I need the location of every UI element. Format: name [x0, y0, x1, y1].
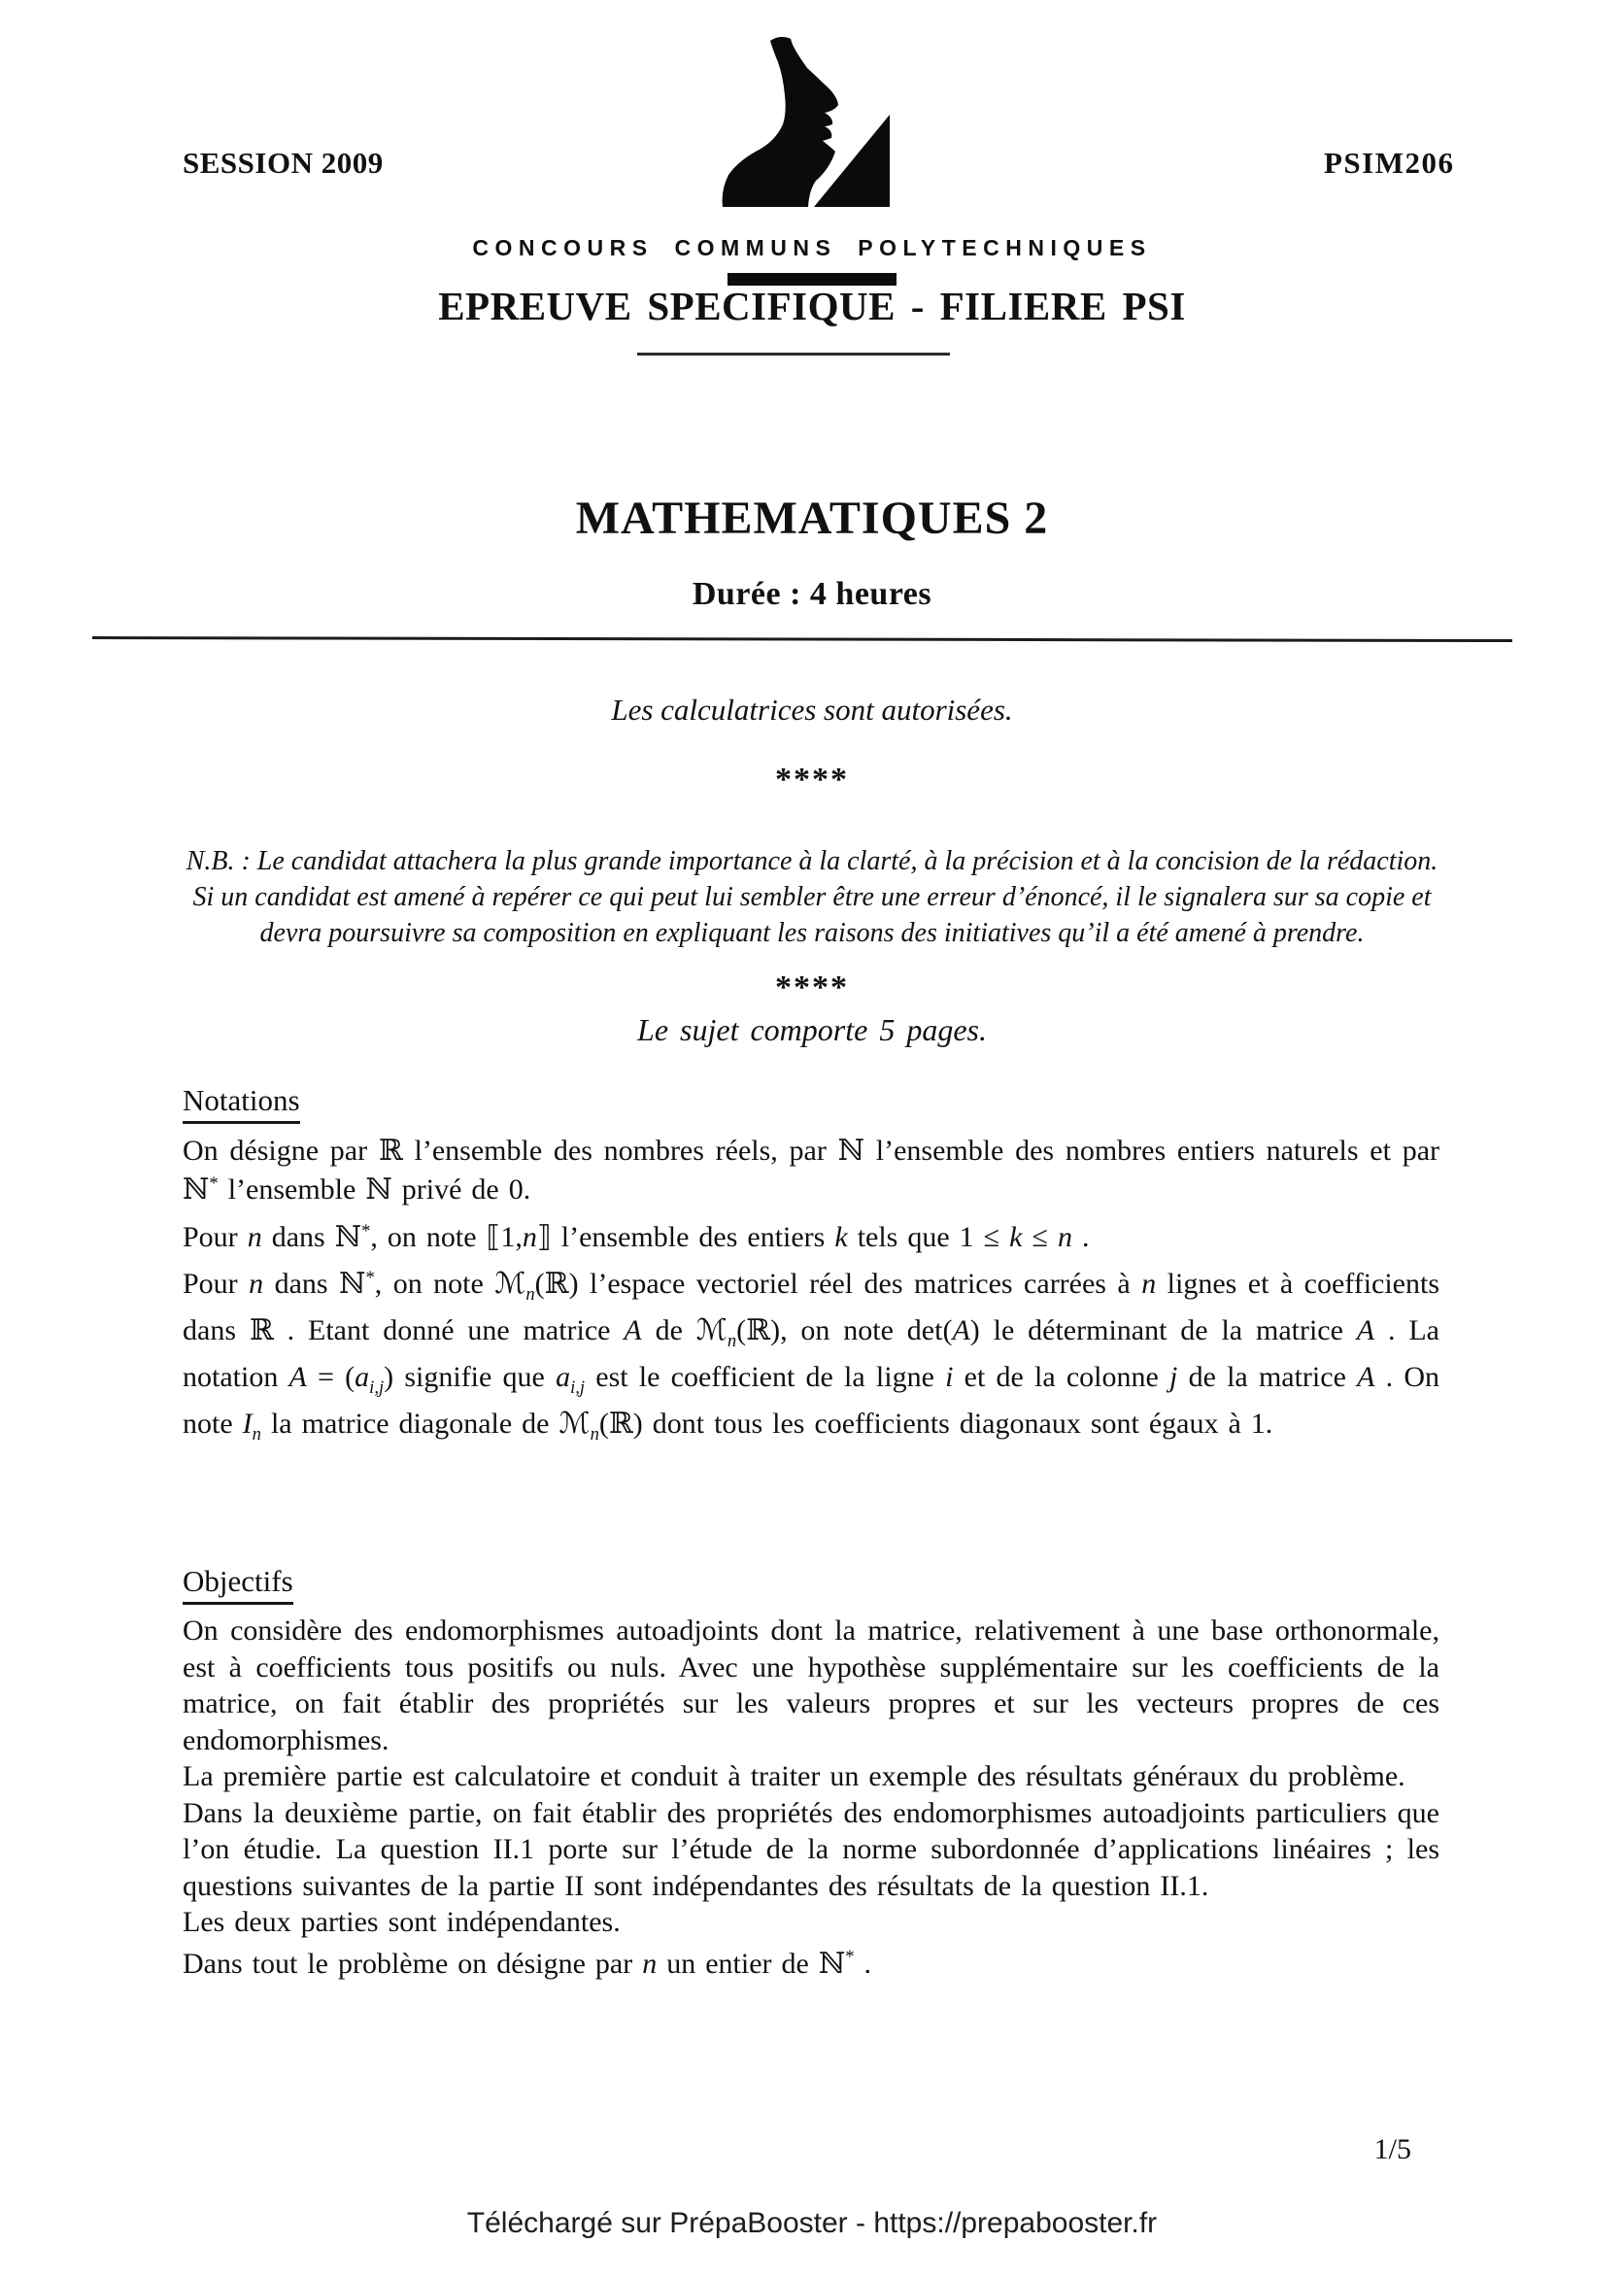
- nb-line: Si un candidat est amené à repérer ce qui peut lui sembler être une erreur d’énoncé, il le signalera sur sa copie et: [192, 882, 1432, 912]
- exam-type-heading: EPREUVE SPECIFIQUE - FILIERE PSI: [438, 284, 1186, 328]
- objectifs-heading: Objectifs: [183, 1564, 293, 1605]
- stars-separator-bottom: ****: [775, 969, 849, 1005]
- session-label: SESSION 2009: [183, 146, 384, 180]
- nb-line: N.B. : Le candidat attachera la plus grande importance à la clarté, à la précision et à la concision de la rédaction.: [186, 846, 1438, 876]
- organization-name: CONCOURS COMMUNS POLYTECHNIQUES: [472, 235, 1152, 260]
- notations-heading: Notations: [183, 1083, 300, 1124]
- notations-paragraph-1: On désigne par ℝ l’ensemble des nombres réels, par ℕ l’ensemble des nombres entiers naturels et par ℕ* l’ensemble ℕ privé de 0.: [183, 1135, 1440, 1206]
- calculators-notice: Les calculatrices sont autorisées.: [611, 693, 1013, 727]
- objectifs-paragraph-3: Dans la deuxième partie, on fait établir des propriétés des endomorphismes autoadjoints particuliers que l’on étudie. La question II.1 porte sur l’étude de la norme subordonnée d’applications linéaires ; les questions suivantes de la partie II sont indépendantes des résultats de la question II.1.: [183, 1796, 1439, 1902]
- pages-count-note: Le sujet comporte 5 pages.: [637, 1012, 987, 1047]
- ccp-logo-block: [0, 27, 1624, 286]
- nb-notice: [146, 843, 1478, 951]
- objectifs-paragraph-1: On considère des endomorphismes autoadjoints dont la matrice, relativement à une base orthonormale, est à coefficients tous positifs ou nuls. Avec une hypothèse supplémentaire sur les coefficients de la matrice, on fait établir des propriétés sur les valeurs propres et sur les vecteurs propres de ces endomorphismes.: [183, 1614, 1439, 1756]
- nb-line: devra poursuivre sa composition en expliquant les raisons des initiatives qu’il a été amené à prendre.: [259, 918, 1365, 948]
- objectifs-paragraph-5: Dans tout le problème on désigne par n un entier de ℕ* .: [183, 1947, 872, 1980]
- objectifs-paragraph-2: La première partie est calculatoire et conduit à traiter un exemple des résultats généraux du problème.: [183, 1760, 1405, 1792]
- page-number: 1/5: [1373, 2133, 1411, 2165]
- download-note: Téléchargé sur PrépaBooster - https://prepabooster.fr: [466, 2207, 1158, 2239]
- subject-title: MATHEMATIQUES 2: [575, 493, 1049, 544]
- divider-short: [637, 353, 950, 356]
- ccp-face-logo-icon: [715, 27, 909, 221]
- divider-long: [92, 636, 1512, 642]
- notations-paragraph-3: Pour n dans ℕ*, on note ℳ$_n$(ℝ) l’espace vectoriel réel des matrices carrées à n lignes et à coefficients dans ℝ . Etant donné une matrice A de ℳ$_n$(ℝ), on note det(A) le déterminant de la matrice A . La notation $A = (a_{i,j})$ signifie que $a_{i,j}$ est le coefficient de la ligne i et de la colonne j de la matrice A . On note $I_n$ la matrice diagonale de ℳ$_n$(ℝ) dont tous les coefficients diagonaux sont égaux à 1.: [183, 1267, 1440, 1444]
- notations-section: [183, 1083, 1439, 1447]
- notations-paragraph-2: Pour n dans ℕ*, on note ⟦1,n⟧ l’ensemble des entiers k tels que 1 ≤ k ≤ n .: [183, 1220, 1090, 1253]
- objectifs-section: [183, 1564, 1439, 1982]
- duration-label: Durée : 4 heures: [692, 576, 932, 612]
- exam-code-label: PSIM206: [1324, 146, 1455, 180]
- stars-separator-top: ****: [775, 762, 849, 798]
- objectifs-paragraph-4: Les deux parties sont indépendantes.: [183, 1906, 621, 1938]
